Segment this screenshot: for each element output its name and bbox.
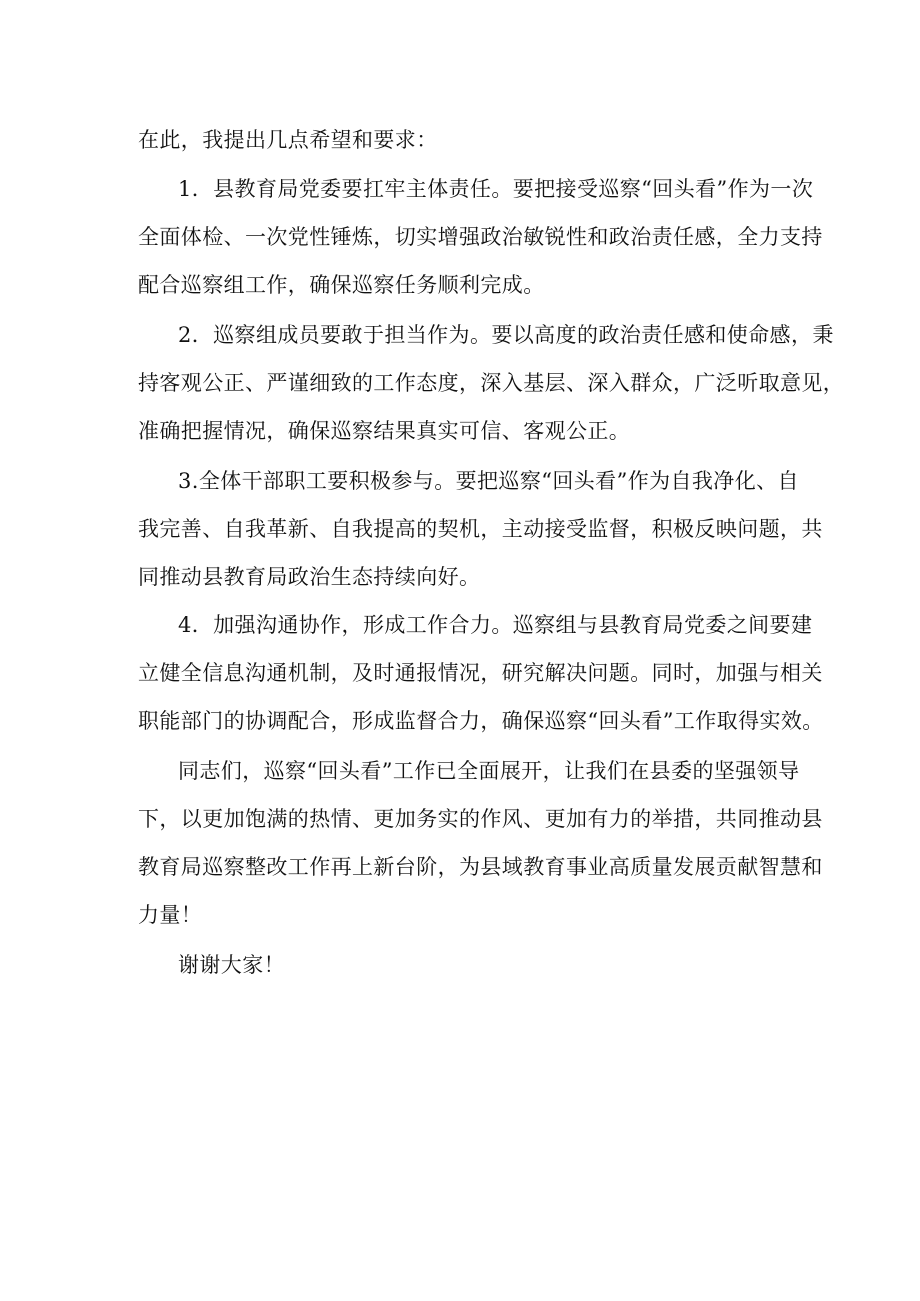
- closing-line-4: 力量！: [138, 903, 203, 927]
- thanks-line: 谢谢大家！: [178, 953, 285, 977]
- closing-line-1: 同志们，巡察“回头看”工作已全面展开，让我们在县委的坚强领导: [178, 759, 800, 783]
- closing-line-2: 下，以更加饱满的热情、更加务实的作风、更加有力的举措，共同推动县: [138, 807, 823, 831]
- item-3-line-2: 我完善、自我革新、自我提高的契机，主动接受监督，积极反映问题，共: [138, 517, 823, 541]
- item-2-line-1: 2．巡察组成员要敢于担当作为。要以高度的政治责任感和使命感，秉: [178, 323, 834, 347]
- item-3-line-1: 3.全体干部职工要积极参与。要把巡察“回头看”作为自我净化、自: [178, 469, 799, 493]
- item-1-line-3: 配合巡察组工作，确保巡察任务顺利完成。: [138, 273, 545, 297]
- item-2-line-2: 持客观公正、严谨细致的工作态度，深入基层、深入群众，广泛听取意见，: [138, 371, 845, 395]
- item-1-line-2: 全面体检、一次党性锤炼，切实增强政治敏锐性和政治责任感，全力支持: [138, 225, 823, 249]
- intro-line: 在此，我提出几点希望和要求：: [138, 128, 438, 152]
- item-4-line-2: 立健全信息沟通机制，及时通报情况，研究解决问题。同时，加强与相关: [138, 661, 823, 685]
- item-1-line-1: 1．县教育局党委要扛牢主体责任。要把接受巡察“回头看”作为一次: [178, 177, 814, 201]
- item-4-line-1: 4．加强沟通协作，形成工作合力。巡察组与县教育局党委之间要建: [178, 613, 813, 637]
- closing-line-3: 教育局巡察整改工作再上新台阶，为县域教育事业高质量发展贡献智慧和: [138, 855, 823, 879]
- item-2-line-3: 准确把握情况，确保巡察结果真实可信、客观公正。: [138, 419, 631, 443]
- item-3-line-3: 同推动县教育局政治生态持续向好。: [138, 565, 481, 589]
- item-4-line-3: 职能部门的协调配合，形成监督合力，确保巡察“回头看”工作取得实效。: [138, 709, 824, 733]
